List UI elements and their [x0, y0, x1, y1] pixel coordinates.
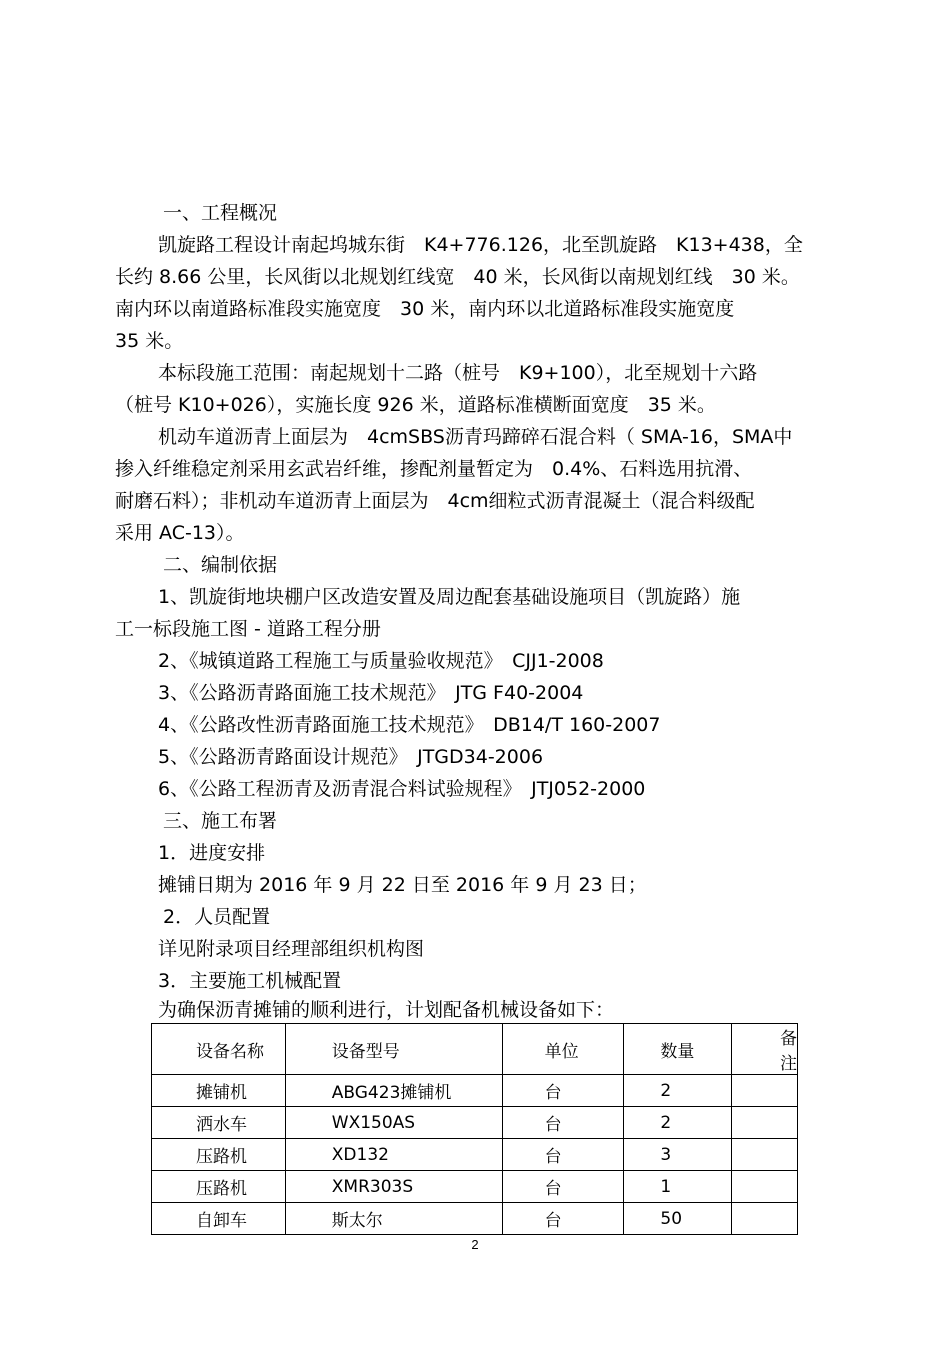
- table-header-cell: 设备名称: [152, 1024, 286, 1075]
- table-cell: [732, 1107, 798, 1139]
- table-cell: 台: [502, 1203, 624, 1235]
- table-row: [152, 1203, 798, 1235]
- text-line: 机动车道沥青上面层为 4cmSBS沥青玛蹄碎石混合料（ SMA-16，SMA中: [158, 426, 793, 448]
- reference-item: 6、《公路工程沥青及沥青混合料试验规程》 JTJ052-2000: [158, 778, 646, 800]
- text-line: 摊铺日期为 2016 年 9 月 22 日至 2016 年 9 月 23 日；: [158, 874, 647, 896]
- table-cell: 台: [502, 1139, 624, 1171]
- section-heading-deployment: 三、施工布署: [163, 810, 278, 832]
- table-cell: [732, 1203, 798, 1235]
- table-row: [152, 1107, 798, 1139]
- table-cell: 50: [624, 1203, 732, 1235]
- subheading: 3．主要施工机械配置: [158, 970, 342, 992]
- table-header-cell: 备注: [732, 1024, 798, 1075]
- subheading: 1．进度安排: [158, 842, 266, 864]
- table-row: [152, 1139, 798, 1171]
- text-line: 35 米。: [115, 330, 184, 352]
- equipment-table: [151, 1023, 798, 1235]
- reference-item: 3、《公路沥青路面施工技术规范》 JTG F40-2004: [158, 682, 584, 704]
- table-cell: 2: [624, 1075, 732, 1107]
- text-line: 工一标段施工图 - 道路工程分册: [115, 618, 381, 640]
- text-line: （桩号 K10+026），实施长度 926 米，道路标准横断面宽度 35 米。: [115, 394, 716, 416]
- table-cell: 台: [502, 1075, 624, 1107]
- table-cell: XD132: [285, 1139, 502, 1171]
- reference-item: 4、《公路改性沥青路面施工技术规范》 DB14/T 160-2007: [158, 714, 661, 736]
- table-cell: 洒水车: [152, 1107, 286, 1139]
- table-cell: 压路机: [152, 1139, 286, 1171]
- table-cell: 斯太尔: [285, 1203, 502, 1235]
- table-cell: 摊铺机: [152, 1075, 286, 1107]
- table-cell: [732, 1171, 798, 1203]
- reference-item: 5、《公路沥青路面设计规范》 JTGD34-2006: [158, 746, 544, 768]
- table-cell: 自卸车: [152, 1203, 286, 1235]
- text-line: 耐磨石料）；非机动车道沥青上面层为 4cm细粒式沥青混凝土（混合料级配: [115, 490, 755, 512]
- table-header-cell: 数量: [624, 1024, 732, 1075]
- page-number: 2: [471, 1237, 479, 1252]
- table-row: [152, 1075, 798, 1107]
- table-cell: 台: [502, 1171, 624, 1203]
- table-header-cell: 单位: [502, 1024, 624, 1075]
- text-line: 长约 8.66 公里，长风街以北规划红线宽 40 米，长风街以南规划红线 30 米。: [115, 266, 800, 288]
- table-cell: 2: [624, 1107, 732, 1139]
- table-cell: 1: [624, 1171, 732, 1203]
- text-line: 凯旋路工程设计南起坞城东街 K4+776.126，北至凯旋路 K13+438，全: [158, 234, 803, 256]
- table-cell: 压路机: [152, 1171, 286, 1203]
- subheading: 2．人员配置: [163, 906, 271, 928]
- table-cell: XMR303S: [285, 1171, 502, 1203]
- table-row: [152, 1171, 798, 1203]
- section-heading-basis: 二、编制依据: [163, 554, 278, 576]
- table-header-cell: 设备型号: [285, 1024, 502, 1075]
- table-cell: [732, 1139, 798, 1171]
- text-line: 详见附录项目经理部组织机构图: [158, 938, 425, 960]
- table-cell: 台: [502, 1107, 624, 1139]
- text-line: 为确保沥青摊铺的顺利进行，计划配备机械设备如下：: [158, 999, 615, 1021]
- table-cell: ABG423摊铺机: [285, 1075, 502, 1107]
- text-line: 掺入纤维稳定剂采用玄武岩纤维，掺配剂量暂定为 0.4%、石料选用抗滑、: [115, 458, 753, 480]
- table-cell: [732, 1075, 798, 1107]
- table-cell: WX150AS: [285, 1107, 502, 1139]
- text-line: 本标段施工范围：南起规划十二路（桩号 K9+100），北至规划十六路: [158, 362, 758, 384]
- text-line: 南内环以南道路标准段实施宽度 30 米，南内环以北道路标准段实施宽度: [115, 298, 735, 320]
- reference-item: 2、《城镇道路工程施工与质量验收规范》 CJJ1-2008: [158, 650, 604, 672]
- text-line: 采用 AC-13）。: [115, 522, 245, 544]
- text-line: 1、凯旋街地块棚户区改造安置及周边配套基础设施项目（凯旋路）施: [158, 586, 741, 608]
- table-cell: 3: [624, 1139, 732, 1171]
- section-heading-overview: 一、工程概况: [163, 202, 278, 224]
- table-header-row: [152, 1024, 798, 1075]
